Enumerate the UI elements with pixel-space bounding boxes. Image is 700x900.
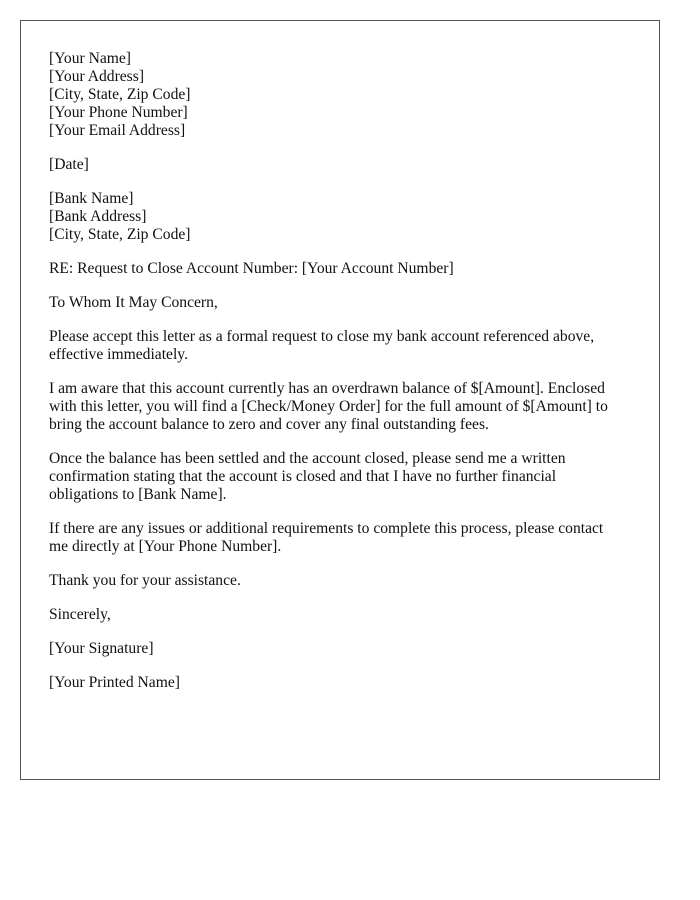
- paragraph-line: effective immediately.: [49, 346, 188, 363]
- sender-name: [Your Name]: [49, 50, 132, 67]
- paragraph-line: If there are any issues or additional requirements to complete this process, please contact: [49, 520, 604, 537]
- salutation: To Whom It May Concern,: [49, 294, 218, 311]
- letter-date: [Date]: [49, 156, 89, 173]
- recipient-address: [49, 190, 631, 244]
- paragraph-line: confirmation stating that the account is closed and that I have no further financial: [49, 468, 557, 485]
- subject-line: RE: Request to Close Account Number: [Your Account Number]: [49, 260, 454, 277]
- paragraph-line: with this letter, you will find a [Check/Money Order] for the full amount of $[Amount] to: [49, 398, 608, 415]
- closing: Sincerely,: [49, 606, 111, 623]
- sender-email: [Your Email Address]: [49, 122, 186, 139]
- sender-phone: [Your Phone Number]: [49, 104, 188, 121]
- paragraph-line: obligations to [Bank Name].: [49, 486, 227, 503]
- paragraph-line: Once the balance has been settled and the account closed, please send me a written: [49, 450, 566, 467]
- signature: [Your Signature]: [49, 640, 154, 657]
- bank-name: [Bank Name]: [49, 190, 134, 207]
- sender-address: [49, 50, 631, 140]
- paragraph-line: Please accept this letter as a formal request to close my bank account referenced above,: [49, 328, 595, 345]
- sender-street: [Your Address]: [49, 68, 145, 85]
- letter-page: [20, 20, 660, 780]
- thanks-line: Thank you for your assistance.: [49, 572, 241, 589]
- paragraph-line: bring the account balance to zero and cover any final outstanding fees.: [49, 416, 489, 433]
- printed-name: [Your Printed Name]: [49, 674, 180, 691]
- bank-address: [Bank Address]: [49, 208, 147, 225]
- paragraph-line: I am aware that this account currently has an overdrawn balance of $[Amount]. Enclosed: [49, 380, 605, 397]
- sender-city: [City, State, Zip Code]: [49, 86, 191, 103]
- body-paragraph: [49, 520, 631, 556]
- body-paragraph: [49, 450, 631, 504]
- bank-city: [City, State, Zip Code]: [49, 226, 191, 243]
- paragraph-line: me directly at [Your Phone Number].: [49, 538, 282, 555]
- body-paragraph: [49, 328, 631, 364]
- body-paragraph: [49, 380, 631, 434]
